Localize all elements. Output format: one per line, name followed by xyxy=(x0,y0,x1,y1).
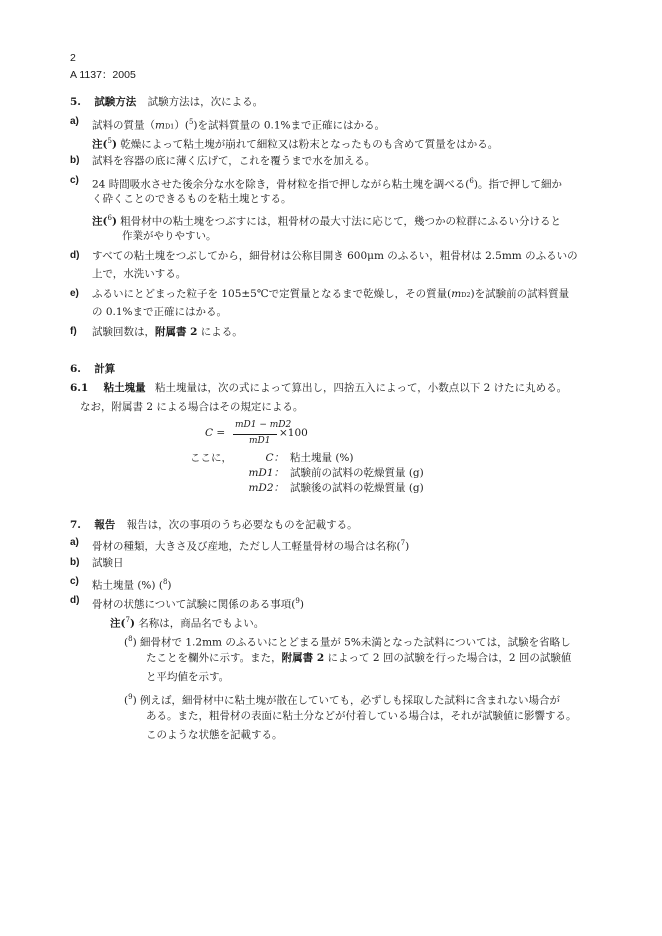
page-number: 2 xyxy=(70,52,76,64)
note-9: ($^9$) 例えば，細骨材中に粘土塊が散在していても，必ずしも採取した試料に含まれない場合が xyxy=(124,693,561,707)
item-label: e) xyxy=(70,288,79,299)
section-7-heading: 7. 報告 報告は，次の事項のうち必要なものを記載する。 xyxy=(70,519,358,531)
standard-number: A 1137：2005 xyxy=(70,69,136,81)
clause-6-1: 6.1 粘土塊量 粘土塊量は，次の式によって算出し，四捨五入によって，小数点以下 2 けたに丸める。 xyxy=(70,382,568,394)
def-var: mD2： xyxy=(248,482,284,494)
report-item-a: 骨材の種類，大きさ及び産地，ただし人工軽量骨材の場合は名称($^7$) xyxy=(92,539,410,553)
section-6-heading: 6. 計算 xyxy=(70,363,116,375)
fraction-bar xyxy=(233,434,277,435)
item-e-text: ふるいにとどまった粒子を 105±5℃で定質量となるまで乾燥し，その質量(mD2)を試験前の試料質量 xyxy=(92,288,570,300)
item-f-text: 試験回数は，附属書 2 による。 xyxy=(92,326,243,338)
section-title: 試験方法 xyxy=(94,96,137,108)
clause-6-1-cont: なお，附属書 2 による場合はその規定による。 xyxy=(80,401,304,413)
report-item-c: 粘土塊量 (%) ($^8$) xyxy=(92,578,172,592)
item-label: a) xyxy=(70,116,79,127)
formula-lhs: C = xyxy=(205,427,226,439)
formula xyxy=(205,422,445,452)
item-label: f) xyxy=(70,326,77,337)
item-label: d) xyxy=(70,595,80,606)
item-a-text: 試料の質量（mD1）($^5$)を試料質量の 0.1%まで正確にはかる。 xyxy=(92,118,386,132)
note-9-cont: ある。また，粗骨材の表面に粘土分などが付着している場合は，それが試験値に影響する。 xyxy=(146,710,577,722)
item-label: d) xyxy=(70,250,80,261)
item-b-text: 試料を容器の底に薄く広げて，これを覆うまで水を加える。 xyxy=(92,155,376,167)
item-label: c) xyxy=(70,576,79,587)
def-var: mD1： xyxy=(248,467,284,479)
item-d-text: すべての粘土塊をつぶしてから，細骨材は公称目開き 600μm のふるい，粗骨材は 2.5mm のふるいの xyxy=(92,250,578,262)
section-intro: 試験方法は，次による。 xyxy=(147,96,264,108)
formula-denominator: mD1 xyxy=(249,436,271,446)
def-var: C： xyxy=(265,452,284,464)
def-desc: 試験前の試料の乾燥質量 (g) xyxy=(290,467,424,479)
report-item-d: 骨材の状態について試験に関係のある事項($^9$) xyxy=(92,597,304,611)
report-item-b: 試験日 xyxy=(92,557,124,569)
item-label: b) xyxy=(70,557,80,568)
item-c-text: 24 時間吸水させた後余分な水を除き，骨材粒を指で押しながら粘土塊を調べる($^6$)。指で押して細か xyxy=(92,177,562,191)
where-label: ここに， xyxy=(190,452,232,464)
def-desc: 試験後の試料の乾燥質量 (g) xyxy=(290,482,424,494)
formula-factor: ×100 xyxy=(279,427,308,439)
note-6: 注($^6$) 粗骨材中の粘土塊をつぶすには，粗骨材の最大寸法に応じて，幾つかの粒群にふるい分けると xyxy=(92,214,562,228)
section-5-heading xyxy=(70,95,263,109)
note-9-cont: このような状態を記載する。 xyxy=(146,729,283,741)
note-6-cont: 作業がやりやすい。 xyxy=(122,230,217,242)
note-8-cont: と平均値を示す。 xyxy=(146,671,230,683)
def-desc: 粘土塊量 (%) xyxy=(290,452,354,464)
item-label: b) xyxy=(70,155,80,166)
note-8-cont: たことを欄外に示す。また，附属書 2 によって 2 回の試験を行った場合は，2 回の試験値 xyxy=(146,652,572,664)
item-label: c) xyxy=(70,175,79,186)
note-8: ($^8$) 細骨材で 1.2mm のふるいにとどまる量が 5%未満となった試料については，試験を省略し xyxy=(124,635,571,649)
item-d-text-cont: 上で，水洗いする。 xyxy=(92,268,187,280)
item-c-text-cont: く砕くことのできるものを粘土塊とする。 xyxy=(92,193,292,205)
section-number: 5. xyxy=(70,96,81,108)
formula-numerator: mD1 − mD2 xyxy=(235,420,292,430)
item-label: a) xyxy=(70,537,79,548)
item-e-text-cont: の 0.1%まで正確にはかる。 xyxy=(92,306,228,318)
note-7: 注($^7$) 名称は，商品名でもよい。 xyxy=(110,616,265,630)
note-5: 注($^5$) 乾燥によって粘土塊が崩れて細粒又は粉末となったものも含めて質量をはかる。 xyxy=(92,137,499,151)
